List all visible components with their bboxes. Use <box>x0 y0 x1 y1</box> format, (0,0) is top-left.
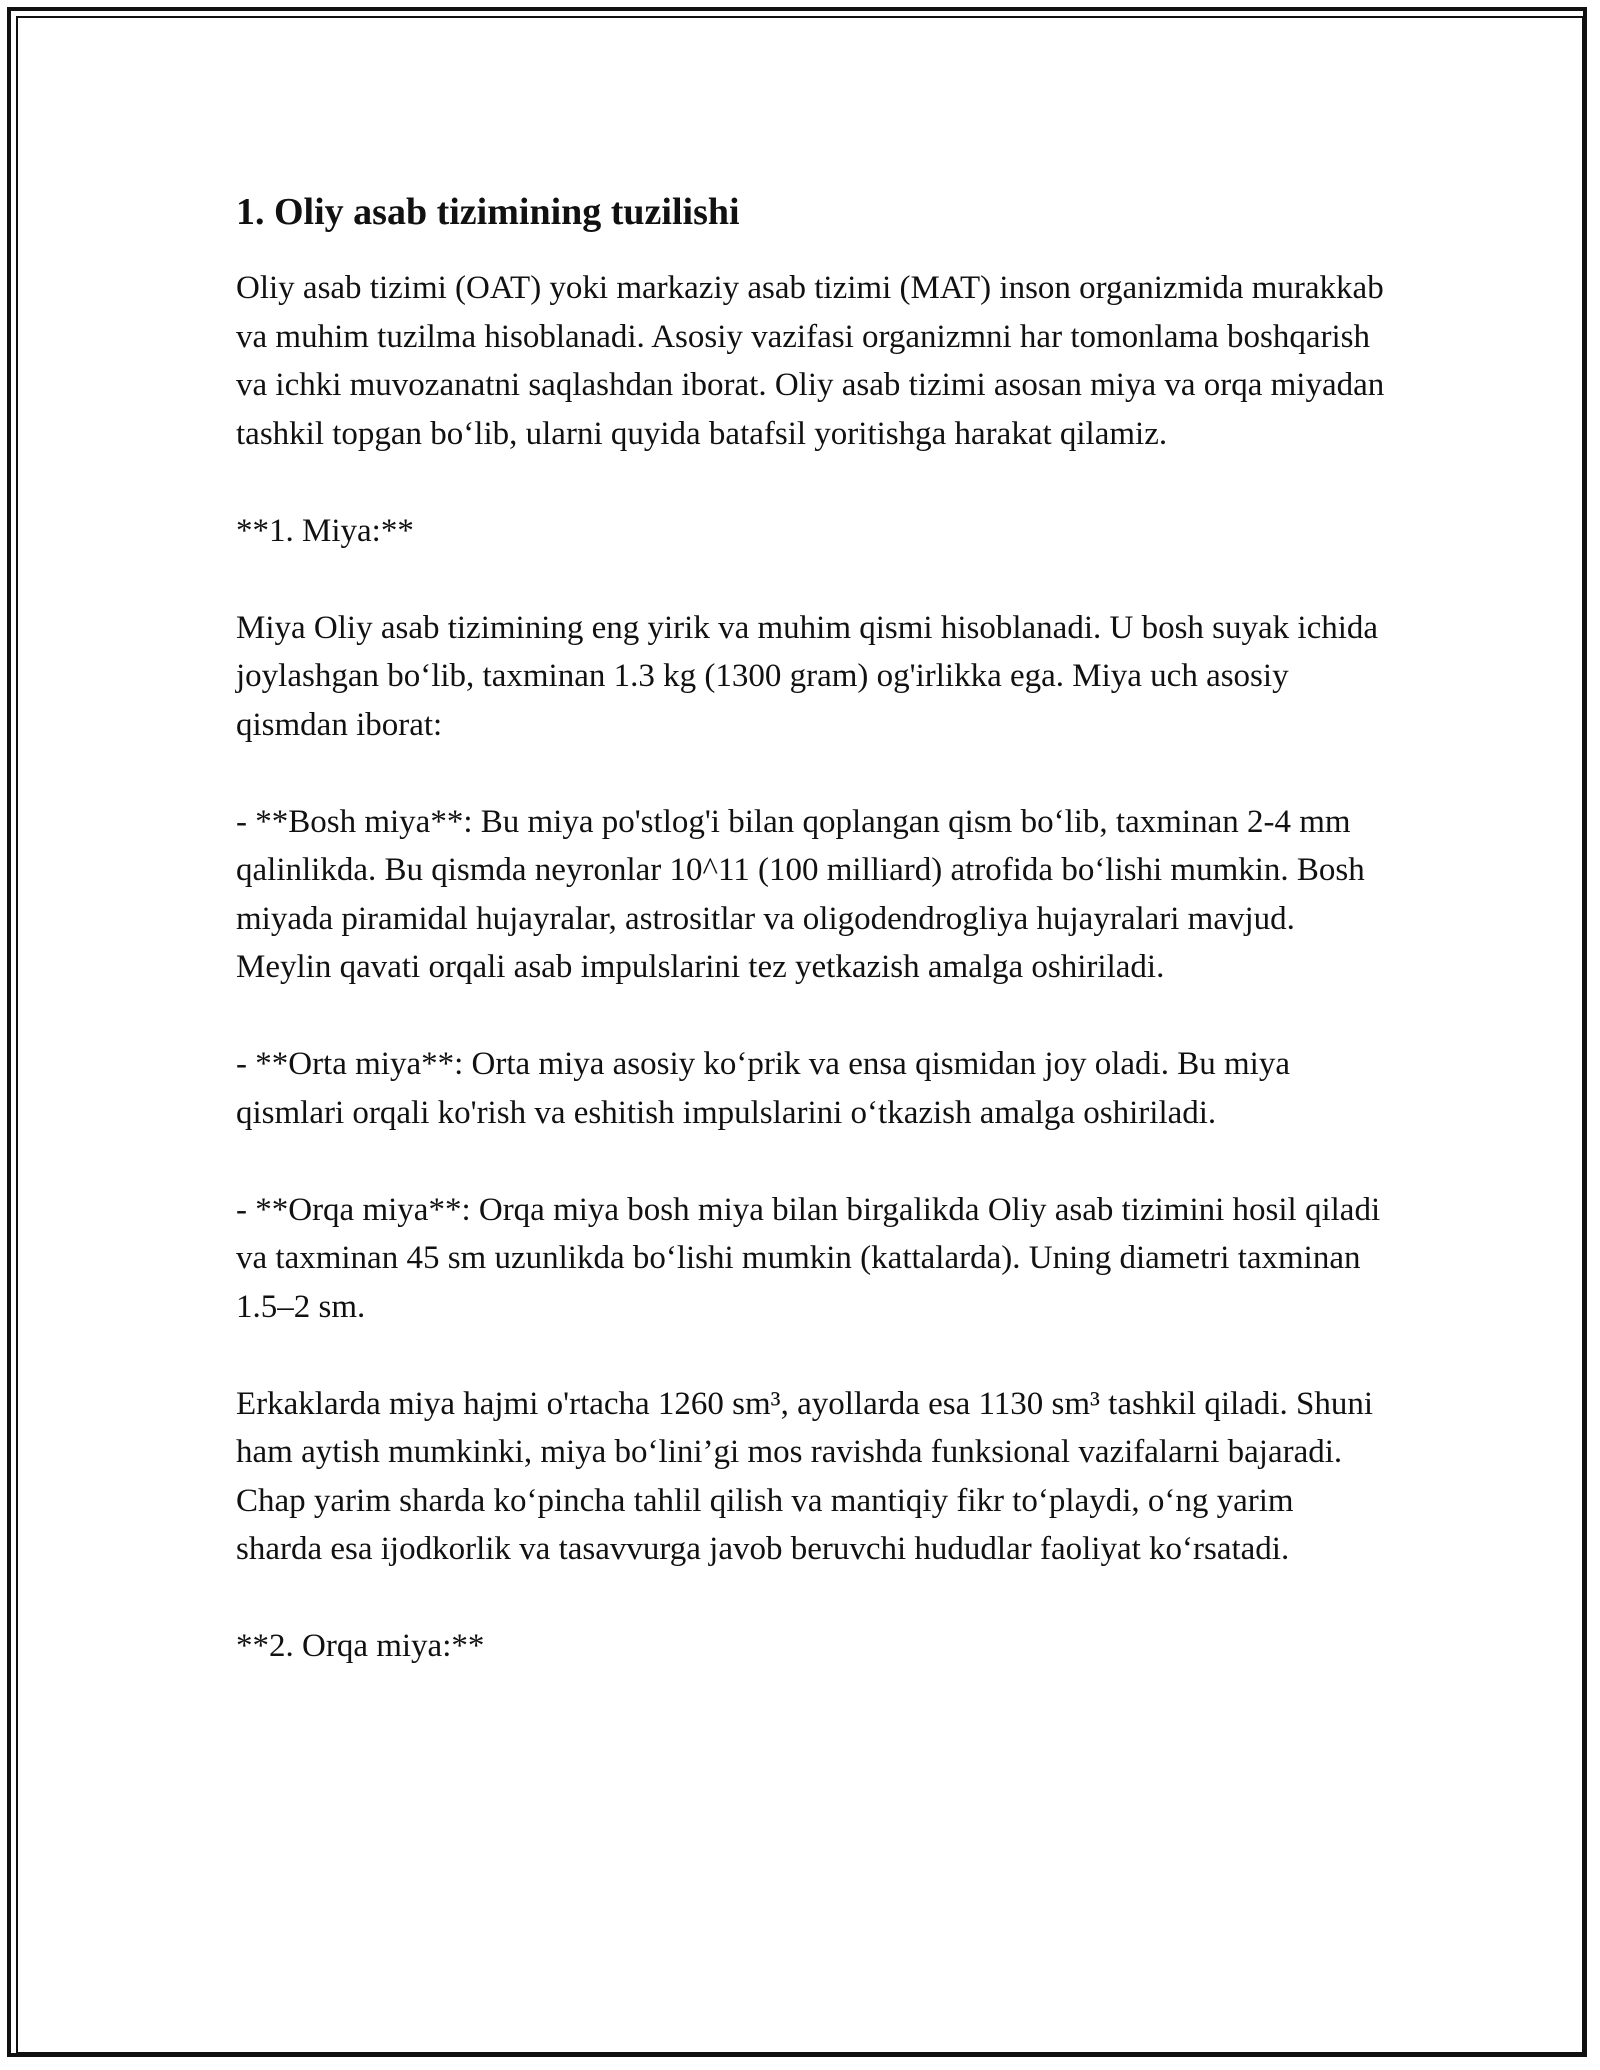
document-heading: 1. Oliy asab tizimining tuzilishi <box>236 191 740 233</box>
paragraph-intro: Oliy asab tizimi (OAT) yoki markaziy asab tizimi (MAT) inson organizmida murakkab va muhim tuzilma hisoblanadi. Asosiy vazifasi organizmni har tomonlama boshqarish va ichki muvozanatni saqlashdan iborat. Oliy asab tizimi asosan miya va orqa miyadan tashkil topgan bo‘lib, ularni quyida batafsil yoritishga harakat qilamiz. <box>236 270 1385 452</box>
paragraph-brain-volume: Erkaklarda miya hajmi o'rtacha 1260 sm³, ayollarda esa 1130 sm³ tashkil qiladi. Shuni ham aytish mumkinki, miya bo‘lini’gi mos ravishda funksional vazifalarni bajaradi. Chap yarim sharda ko‘pincha tahlil qilish va mantiqiy fikr to‘playdi, o‘ng yarim sharda esa ijodkorlik va tasavvurga javob beruvchi hududlar faoliyat ko‘rsatadi. <box>236 1385 1374 1567</box>
paragraph-orqa-miya-item: - **Orqa miya**: Orqa miya bosh miya bilan birgalikda Oliy asab tizimini hosil qiladi va taxminan 45 sm uzunlikda bo‘lishi mumkin (kattalarda). Uning diametri taxminan 1.5–2 sm. <box>236 1191 1381 1325</box>
paragraph-section-miya: **1. Miya:** <box>236 512 414 549</box>
paragraph-orta-miya: - **Orta miya**: Orta miya asosiy ko‘prik va ensa qismidan joy oladi. Bu miya qismlari orqali ko'rish va eshitish impulslarini o‘tkazish amalga oshiriladi. <box>236 1046 1290 1131</box>
document-body <box>236 188 1386 1671</box>
paragraph-miya-description: Miya Oliy asab tizimining eng yirik va muhim qismi hisoblanadi. U bosh suyak ichida joylashgan bo‘lib, taxminan 1.3 kg (1300 gram) og'irlikka ega. Miya uch asosiy qismdan iborat: <box>236 609 1379 743</box>
paragraph-bosh-miya: - **Bosh miya**: Bu miya po'stlog'i bilan qoplangan qism bo‘lib, taxminan 2-4 mm qalinlikda. Bu qismda neyronlar 10^11 (100 milliard) atrofida bo‘lishi mumkin. Bosh miyada piramidal hujayralar, astrositlar va oligodendrogliya hujayralari mavjud. Meylin qavati orqali asab impulslarini tez yetkazish amalga oshiriladi. <box>236 803 1365 985</box>
paragraph-section-orqa-miya: **2. Orqa miya:** <box>236 1628 485 1664</box>
